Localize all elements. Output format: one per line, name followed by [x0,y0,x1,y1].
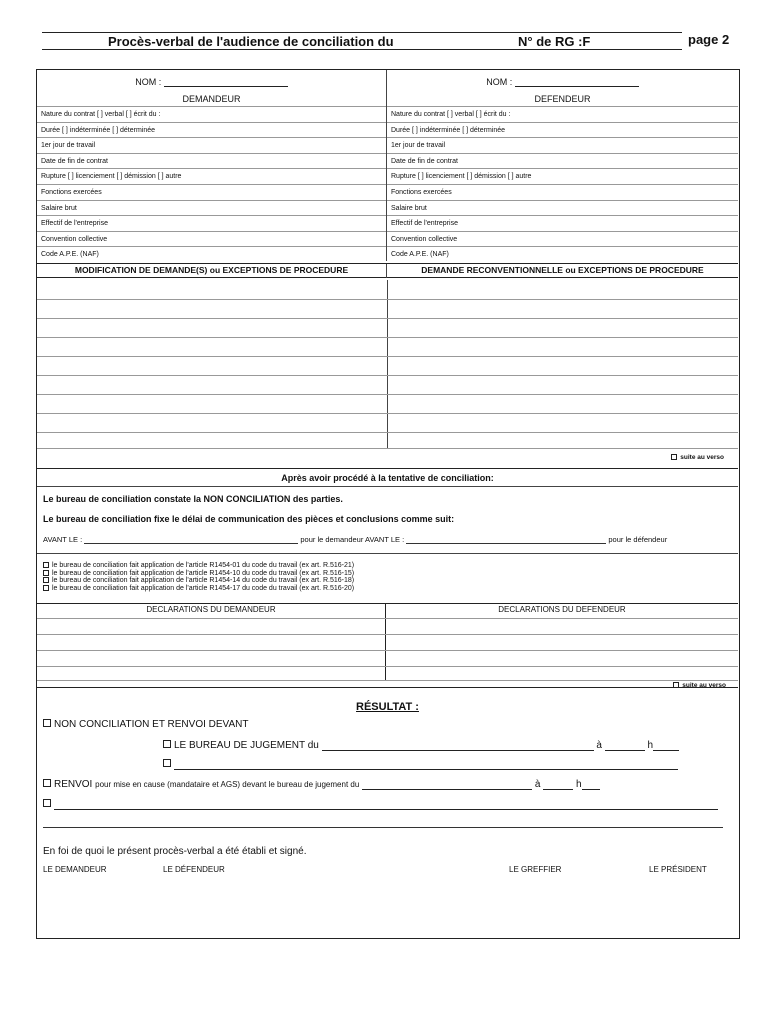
writing-line [37,394,738,395]
demandeur-row[interactable]: Rupture [ ] licenciement [ ] démission [ ] autre [37,168,386,184]
conciliation-section [37,468,738,689]
form-frame [36,69,740,939]
signature-demandeur: LE DEMANDEUR [43,865,107,874]
modification-headings [37,263,738,278]
defendeur-row[interactable]: Nature du contrat [ ] verbal [ ] écrit du : [387,106,738,122]
article-option[interactable] [43,577,354,585]
writing-line [37,299,738,300]
date-field[interactable] [322,741,594,751]
du-label: du [307,740,319,751]
divider [37,486,738,487]
writing-line [43,827,723,828]
signature-greffier: LE GREFFIER [509,865,562,874]
declarations-defendeur-heading: DECLARATIONS DU DEFENDEUR [498,605,626,614]
writing-line [37,650,738,651]
demandeur-nom [37,77,386,87]
demandeur-rows [37,106,386,262]
pour-demandeur-label: pour le demandeur [300,535,364,544]
defendeur-row[interactable]: Effectif de l'entreprise [387,215,738,231]
defendeur-heading: DEFENDEUR [534,94,591,104]
article-label: le bureau de conciliation fait application de l'article R1454-01 du code du travail (ex art. R.516-21) [52,562,355,569]
defendeur-row[interactable]: 1er jour de travail [387,137,738,153]
avant-le-defendeur-field[interactable] [406,537,606,544]
defendeur-row[interactable]: Date de fin de contrat [387,153,738,169]
checkbox-icon [43,585,49,591]
a-label: à [534,779,541,790]
declarations-demandeur-heading: DECLARATIONS DU DEMANDEUR [146,605,276,614]
en-foi-statement: En foi de quoi le présent procès-verbal a été établi et signé. [43,846,307,857]
a-label: à [596,740,602,751]
writing-line [37,618,738,619]
avant-le-line [43,535,735,544]
demandeur-row[interactable]: Convention collective [37,231,386,247]
page-title: Procès-verbal de l'audience de conciliation du [108,34,394,49]
renvoi-hour-field[interactable] [543,780,573,790]
pour-defendeur-label: pour le défendeur [608,535,668,544]
suite-label: suite au verso [680,454,724,461]
demandeur-row[interactable]: Salaire brut [37,200,386,216]
checkbox-icon [43,570,49,576]
free-field[interactable] [54,800,718,810]
writing-line [37,432,738,433]
renvoi-option[interactable] [43,779,600,790]
writing-line [37,666,738,667]
article-option[interactable] [43,570,354,578]
divider [37,553,738,554]
bureau-jugement-label: LE BUREAU DE JUGEMENT [174,740,305,751]
writing-line [37,413,738,414]
avant-le-label: AVANT LE : [43,535,83,544]
demandeur-row[interactable]: Date de fin de contrat [37,153,386,169]
writing-line [37,375,738,376]
defendeur-row[interactable]: Fonctions exercées [387,184,738,200]
defendeur-nom [387,77,738,87]
hour-field[interactable] [605,741,645,751]
signature-defendeur: LE DÉFENDEUR [163,865,225,874]
parties-section [37,70,738,261]
checkbox-icon [163,759,171,767]
writing-line [37,337,738,338]
conciliation-title: Après avoir procédé à la tentative de conciliation: [281,473,494,483]
page-header [42,30,740,52]
avant-le-label: AVANT LE : [365,535,405,544]
defendeur-nom-field[interactable] [515,78,639,87]
renvoi-label: RENVOI [54,779,93,790]
checkbox-icon [163,740,171,748]
non-conciliation-label: NON CONCILIATION ET RENVOI DEVANT [54,719,249,730]
nom-label: NOM : [486,77,513,87]
demandeur-row[interactable]: Fonctions exercées [37,184,386,200]
demandeur-nom-field[interactable] [164,78,288,87]
result-title: RÉSULTAT : [356,701,419,713]
defendeur-row[interactable]: Salaire brut [387,200,738,216]
defendeur-row[interactable]: Code A.P.E. (NAF) [387,246,738,262]
defendeur-row[interactable]: Durée [ ] indéterminée [ ] déterminée [387,122,738,138]
result-section [37,687,738,939]
renvoi-date-field[interactable] [362,780,532,790]
suite-label: suite au verso [682,682,726,689]
non-conciliation-statement: Le bureau de conciliation constate la NON CONCILIATION des parties. [43,494,343,504]
other-field[interactable] [174,760,678,770]
minute-field[interactable] [653,741,679,751]
demandeur-row[interactable]: Code A.P.E. (NAF) [37,246,386,262]
demandeur-row[interactable]: Effectif de l'entreprise [37,215,386,231]
header-rule-bottom [42,49,682,50]
reconventionnelle-heading: DEMANDE RECONVENTIONNELLE ou EXCEPTIONS DE PROCEDURE [421,265,704,275]
article-option[interactable] [43,585,354,593]
avant-le-demandeur-field[interactable] [84,537,298,544]
other-option[interactable] [163,759,678,770]
delai-statement: Le bureau de conciliation fixe le délai de communication des pièces et conclusions comme suit: [43,514,455,524]
modification-lines[interactable] [37,280,738,463]
writing-line [37,634,738,635]
writing-line [37,448,738,449]
checkbox-icon [43,799,51,807]
writing-line [37,680,738,681]
article-label: le bureau de conciliation fait application de l'article R1454-17 du code du travail (ex art. R.516-20) [52,584,355,592]
defendeur-rows [387,106,738,262]
demandeur-row[interactable]: Durée [ ] indéterminée [ ] déterminée [37,122,386,138]
header-rule-top [42,32,682,33]
renvoi-text: pour mise en cause (mandataire et AGS) devant le bureau de jugement du [95,780,360,789]
demandeur-column [37,70,387,261]
nom-label: NOM : [135,77,162,87]
declarations-table [37,603,738,687]
bureau-jugement-option[interactable] [163,740,679,751]
h-label: h [575,779,582,790]
demandeur-row[interactable]: 1er jour de travail [37,137,386,153]
non-conciliation-option[interactable] [43,719,248,730]
defendeur-column [387,70,738,261]
column-divider [385,604,386,680]
defendeur-row[interactable]: Rupture [ ] licenciement [ ] démission [ ] autre [387,168,738,184]
column-divider [387,280,388,448]
checkbox-icon [43,719,51,727]
h-label: h [647,740,654,751]
article-option[interactable] [43,562,354,570]
articles-list [43,562,354,592]
writing-line [37,356,738,357]
checkbox-icon [43,577,49,583]
article-label: le bureau de conciliation fait application de l'article R1454-10 du code du travail (ex art. R.516-15) [52,569,355,577]
signature-president: LE PRÉSIDENT [649,865,707,874]
free-option[interactable] [43,799,718,810]
rg-number-label: N° de RG :F [518,34,591,49]
writing-line [37,318,738,319]
article-label: le bureau de conciliation fait application de l'article R1454-14 du code du travail (ex art. R.516-18) [52,577,355,584]
suite-au-verso-checkbox[interactable] [671,454,724,461]
checkbox-icon [43,562,49,568]
page-number: page 2 [688,32,730,47]
checkbox-icon [671,454,677,460]
defendeur-row[interactable]: Convention collective [387,231,738,247]
demandeur-row[interactable]: Nature du contrat [ ] verbal [ ] écrit du : [37,106,386,122]
renvoi-minute-field[interactable] [582,780,600,790]
modification-heading: MODIFICATION DE DEMANDE(S) ou EXCEPTIONS DE PROCEDURE [37,264,387,278]
checkbox-icon [43,779,51,787]
demandeur-heading: DEMANDEUR [182,94,241,104]
